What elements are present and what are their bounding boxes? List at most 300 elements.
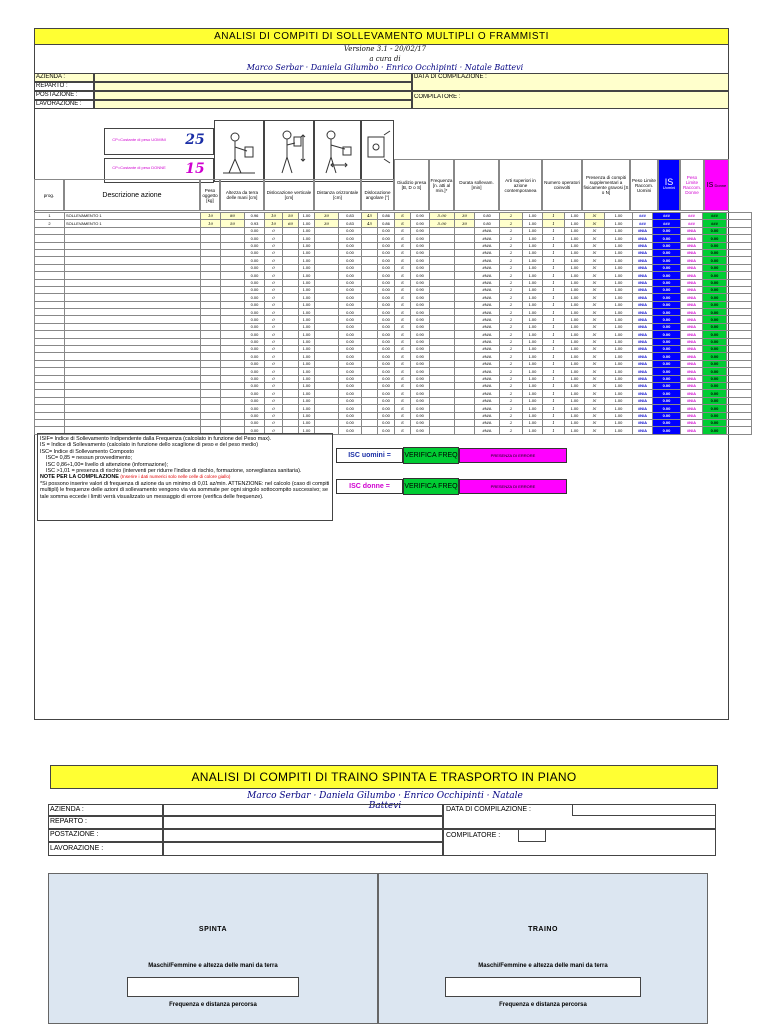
cell-alt[interactable] (221, 405, 245, 412)
cell-da[interactable] (362, 309, 378, 316)
cell-dv2[interactable] (283, 375, 299, 382)
cell-dv2[interactable] (283, 264, 299, 271)
cell-g[interactable]: S (395, 235, 411, 242)
s2-postazione-field[interactable] (163, 829, 443, 842)
cell-pr[interactable]: N (585, 323, 605, 330)
cell-pr[interactable]: N (585, 272, 605, 279)
cell-do[interactable] (315, 397, 339, 404)
cell-dv2[interactable] (283, 235, 299, 242)
cell-pr[interactable]: N (585, 220, 605, 227)
cell-op[interactable]: 1 (543, 227, 565, 234)
cell-fr[interactable] (430, 272, 455, 279)
cell-op[interactable]: 1 (543, 323, 565, 330)
cell-da[interactable] (362, 360, 378, 367)
cell-descr[interactable]: SOLLEVAMENTO 1 (65, 220, 201, 227)
cell-du[interactable] (455, 427, 475, 434)
cell-du[interactable] (455, 316, 475, 323)
cell-ar[interactable]: 2 (500, 397, 523, 404)
cell-op[interactable]: 1 (543, 360, 565, 367)
cell-g[interactable]: S (395, 338, 411, 345)
cell-peso[interactable] (201, 368, 221, 375)
cell-da[interactable] (362, 375, 378, 382)
cell-du[interactable] (455, 368, 475, 375)
cell-dv[interactable]: 0 (265, 331, 283, 338)
cell-do[interactable] (315, 301, 339, 308)
cell-du[interactable] (455, 249, 475, 256)
cell-peso[interactable] (201, 242, 221, 249)
cell-du[interactable] (455, 235, 475, 242)
cell-dv2[interactable] (283, 227, 299, 234)
cell-ar[interactable]: 2 (500, 346, 523, 353)
cell-fr[interactable] (430, 375, 455, 382)
cell-do[interactable] (315, 309, 339, 316)
cell-peso[interactable] (201, 264, 221, 271)
cell-alt[interactable] (221, 375, 245, 382)
cell-peso[interactable] (201, 316, 221, 323)
cell-fr[interactable] (430, 412, 455, 419)
cell-du[interactable] (455, 294, 475, 301)
cell-alt[interactable] (221, 316, 245, 323)
cell-peso[interactable] (201, 227, 221, 234)
cell-op[interactable]: 1 (543, 316, 565, 323)
cell-du[interactable] (455, 412, 475, 419)
cell-alt[interactable] (221, 227, 245, 234)
cell-dv[interactable]: 0 (265, 272, 283, 279)
cell-do[interactable] (315, 294, 339, 301)
cell-g[interactable]: S (395, 213, 411, 220)
cell-alt[interactable]: 50 (221, 220, 245, 227)
cell-ar[interactable]: 2 (500, 220, 523, 227)
cell-dv[interactable]: 10 (265, 213, 283, 220)
cell-ar[interactable]: 2 (500, 309, 523, 316)
cell-do[interactable] (315, 412, 339, 419)
cell-alt[interactable] (221, 279, 245, 286)
cell-da[interactable] (362, 390, 378, 397)
cell-ar[interactable]: 2 (500, 242, 523, 249)
cell-op[interactable]: 1 (543, 338, 565, 345)
cell-dv2[interactable] (283, 346, 299, 353)
cell-da[interactable] (362, 412, 378, 419)
cell-g[interactable]: S (395, 331, 411, 338)
cell-du[interactable] (455, 397, 475, 404)
cell-da[interactable] (362, 294, 378, 301)
cell-do[interactable] (315, 360, 339, 367)
cell-do[interactable] (315, 316, 339, 323)
cell-g[interactable]: S (395, 309, 411, 316)
cell-pr[interactable]: N (585, 368, 605, 375)
cell-ar[interactable]: 2 (500, 294, 523, 301)
cell-g[interactable]: S (395, 360, 411, 367)
cell-peso[interactable] (201, 390, 221, 397)
cell-op[interactable]: 1 (543, 249, 565, 256)
cell-da[interactable] (362, 257, 378, 264)
cell-op[interactable]: 1 (543, 353, 565, 360)
cell-pr[interactable]: N (585, 242, 605, 249)
cell-fr[interactable] (430, 360, 455, 367)
cell-dv2[interactable] (283, 412, 299, 419)
cell-fr[interactable] (430, 368, 455, 375)
cell-ar[interactable]: 2 (500, 264, 523, 271)
cell-fr[interactable] (430, 279, 455, 286)
cell-peso[interactable] (201, 338, 221, 345)
cell-dv2[interactable] (283, 272, 299, 279)
cell-fr[interactable] (430, 301, 455, 308)
cell-da[interactable] (362, 249, 378, 256)
cell-alt[interactable] (221, 353, 245, 360)
cell-dv2[interactable]: 50 (283, 213, 299, 220)
azienda-field[interactable] (94, 73, 412, 82)
cell-descr[interactable] (65, 390, 201, 397)
cell-g[interactable]: S (395, 249, 411, 256)
cell-pr[interactable]: N (585, 249, 605, 256)
cell-op[interactable]: 1 (543, 213, 565, 220)
cell-du[interactable] (455, 382, 475, 389)
cell-alt[interactable] (221, 331, 245, 338)
cell-op[interactable]: 1 (543, 257, 565, 264)
cell-descr[interactable] (65, 382, 201, 389)
cell-alt[interactable] (221, 346, 245, 353)
cell-ar[interactable]: 2 (500, 419, 523, 426)
cell-pr[interactable]: N (585, 279, 605, 286)
cell-descr[interactable] (65, 353, 201, 360)
cell-g[interactable]: S (395, 279, 411, 286)
cell-g[interactable]: S (395, 390, 411, 397)
traino-input[interactable] (445, 977, 641, 997)
cell-ar[interactable]: 2 (500, 405, 523, 412)
s2-lavorazione-field[interactable] (163, 842, 443, 856)
cell-du[interactable] (455, 353, 475, 360)
cell-fr[interactable] (430, 309, 455, 316)
cell-descr[interactable] (65, 249, 201, 256)
cell-du[interactable] (455, 331, 475, 338)
cell-do[interactable] (315, 249, 339, 256)
cell-dv2[interactable] (283, 249, 299, 256)
cell-da[interactable] (362, 323, 378, 330)
cell-g[interactable]: S (395, 264, 411, 271)
cell-du[interactable] (455, 360, 475, 367)
cell-g[interactable]: S (395, 368, 411, 375)
cell-descr[interactable] (65, 272, 201, 279)
cell-descr[interactable] (65, 375, 201, 382)
cell-ar[interactable]: 2 (500, 368, 523, 375)
cell-op[interactable]: 1 (543, 235, 565, 242)
cell-dv[interactable]: 0 (265, 375, 283, 382)
cell-dv[interactable]: 0 (265, 301, 283, 308)
cell-dv[interactable]: 0 (265, 368, 283, 375)
cell-g[interactable]: S (395, 323, 411, 330)
cell-da[interactable] (362, 338, 378, 345)
spinta-input[interactable] (127, 977, 299, 997)
cell-op[interactable]: 1 (543, 368, 565, 375)
cell-descr[interactable] (65, 227, 201, 234)
cell-fr[interactable] (430, 257, 455, 264)
cell-pr[interactable]: N (585, 427, 605, 434)
cell-dv2[interactable] (283, 338, 299, 345)
cell-g[interactable]: S (395, 412, 411, 419)
cell-dv[interactable]: 0 (265, 427, 283, 434)
cell-fr[interactable] (430, 390, 455, 397)
reparto-field[interactable] (94, 82, 412, 91)
cell-g[interactable]: S (395, 227, 411, 234)
cell-op[interactable]: 1 (543, 301, 565, 308)
cell-peso[interactable] (201, 331, 221, 338)
cell-g[interactable]: S (395, 346, 411, 353)
cell-du[interactable] (455, 309, 475, 316)
cell-op[interactable]: 1 (543, 412, 565, 419)
cell-peso[interactable] (201, 286, 221, 293)
cell-op[interactable]: 1 (543, 309, 565, 316)
cell-pr[interactable]: N (585, 286, 605, 293)
cell-descr[interactable] (65, 257, 201, 264)
cell-du[interactable] (455, 272, 475, 279)
cell-peso[interactable] (201, 294, 221, 301)
cell-pr[interactable]: N (585, 264, 605, 271)
cell-op[interactable]: 1 (543, 390, 565, 397)
cell-pr[interactable]: N (585, 405, 605, 412)
cell-fr[interactable] (430, 419, 455, 426)
cell-fr[interactable]: 5.00 (430, 213, 455, 220)
cell-pr[interactable]: N (585, 375, 605, 382)
s2-azienda-field[interactable] (163, 804, 443, 816)
cell-do[interactable] (315, 257, 339, 264)
cell-fr[interactable] (430, 286, 455, 293)
cell-da[interactable] (362, 227, 378, 234)
cell-do[interactable] (315, 405, 339, 412)
cell-dv[interactable]: 10 (265, 220, 283, 227)
cell-pr[interactable]: N (585, 338, 605, 345)
cell-do[interactable] (315, 368, 339, 375)
cell-du[interactable] (455, 286, 475, 293)
cell-g[interactable]: S (395, 419, 411, 426)
cell-ar[interactable]: 2 (500, 353, 523, 360)
cell-do[interactable] (315, 338, 339, 345)
cell-dv[interactable]: 0 (265, 309, 283, 316)
cell-peso[interactable] (201, 309, 221, 316)
cell-dv[interactable]: 0 (265, 242, 283, 249)
cell-alt[interactable] (221, 309, 245, 316)
cell-du[interactable] (455, 257, 475, 264)
cell-do[interactable] (315, 323, 339, 330)
cell-ar[interactable]: 2 (500, 323, 523, 330)
cell-do[interactable] (315, 272, 339, 279)
cell-peso[interactable] (201, 257, 221, 264)
cell-dv2[interactable] (283, 286, 299, 293)
cell-peso[interactable] (201, 419, 221, 426)
cell-g[interactable]: S (395, 272, 411, 279)
cell-dv2[interactable] (283, 242, 299, 249)
cell-alt[interactable] (221, 368, 245, 375)
cell-da[interactable] (362, 405, 378, 412)
cell-ar[interactable]: 2 (500, 272, 523, 279)
cell-pr[interactable]: N (585, 390, 605, 397)
cell-alt[interactable]: 80 (221, 213, 245, 220)
cell-dv[interactable]: 0 (265, 264, 283, 271)
cell-op[interactable]: 1 (543, 346, 565, 353)
cell-du[interactable] (455, 419, 475, 426)
cell-da[interactable] (362, 235, 378, 242)
cell-do[interactable] (315, 227, 339, 234)
cell-g[interactable]: S (395, 316, 411, 323)
cell-descr[interactable] (65, 397, 201, 404)
cell-op[interactable]: 1 (543, 279, 565, 286)
cell-da[interactable] (362, 272, 378, 279)
cell-dv2[interactable] (283, 294, 299, 301)
cell-op[interactable]: 1 (543, 427, 565, 434)
cell-dv[interactable]: 0 (265, 397, 283, 404)
cell-dv2[interactable] (283, 397, 299, 404)
cell-peso[interactable] (201, 397, 221, 404)
cell-op[interactable]: 1 (543, 375, 565, 382)
cell-da[interactable] (362, 397, 378, 404)
cell-dv2[interactable] (283, 382, 299, 389)
cell-op[interactable]: 1 (543, 382, 565, 389)
cell-pr[interactable]: N (585, 419, 605, 426)
cell-alt[interactable] (221, 264, 245, 271)
cell-pr[interactable]: N (585, 294, 605, 301)
cell-du[interactable]: 30 (455, 220, 475, 227)
cell-peso[interactable]: 10 (201, 220, 221, 227)
cell-fr[interactable] (430, 346, 455, 353)
cell-fr[interactable] (430, 397, 455, 404)
cell-do[interactable]: 30 (315, 220, 339, 227)
cell-descr[interactable] (65, 286, 201, 293)
cell-op[interactable]: 1 (543, 405, 565, 412)
cell-do[interactable] (315, 331, 339, 338)
cell-op[interactable]: 1 (543, 264, 565, 271)
cell-alt[interactable] (221, 419, 245, 426)
cell-fr[interactable] (430, 242, 455, 249)
cell-peso[interactable] (201, 279, 221, 286)
cell-dv2[interactable] (283, 419, 299, 426)
cell-pr[interactable]: N (585, 301, 605, 308)
cell-dv[interactable]: 0 (265, 412, 283, 419)
cell-dv[interactable]: 0 (265, 353, 283, 360)
cell-ar[interactable]: 2 (500, 257, 523, 264)
cell-g[interactable]: S (395, 353, 411, 360)
cell-dv[interactable]: 0 (265, 360, 283, 367)
cell-fr[interactable] (430, 249, 455, 256)
cell-ar[interactable]: 2 (500, 316, 523, 323)
cell-alt[interactable] (221, 294, 245, 301)
cp-men-value[interactable]: 25 (185, 132, 205, 148)
cell-descr[interactable] (65, 242, 201, 249)
postazione-field[interactable] (94, 91, 412, 100)
cell-da[interactable]: 45 (362, 213, 378, 220)
cell-dv[interactable]: 0 (265, 390, 283, 397)
s2-data-value[interactable] (572, 804, 716, 816)
cell-pr[interactable]: N (585, 227, 605, 234)
cell-da[interactable] (362, 286, 378, 293)
cell-op[interactable]: 1 (543, 286, 565, 293)
cell-fr[interactable] (430, 323, 455, 330)
cell-da[interactable] (362, 301, 378, 308)
cell-alt[interactable] (221, 286, 245, 293)
cell-pr[interactable]: N (585, 316, 605, 323)
cell-pr[interactable]: N (585, 412, 605, 419)
cell-ar[interactable]: 2 (500, 301, 523, 308)
cell-pr[interactable]: N (585, 257, 605, 264)
cell-do[interactable] (315, 390, 339, 397)
cell-do[interactable] (315, 242, 339, 249)
cell-alt[interactable] (221, 272, 245, 279)
cell-da[interactable] (362, 427, 378, 434)
cell-fr[interactable] (430, 427, 455, 434)
cell-ar[interactable]: 2 (500, 375, 523, 382)
cell-descr[interactable] (65, 338, 201, 345)
cell-do[interactable] (315, 353, 339, 360)
cell-ar[interactable]: 2 (500, 227, 523, 234)
cell-alt[interactable] (221, 323, 245, 330)
cell-do[interactable] (315, 264, 339, 271)
cell-dv[interactable]: 0 (265, 235, 283, 242)
cell-fr[interactable] (430, 294, 455, 301)
cell-descr[interactable] (65, 360, 201, 367)
cell-descr[interactable] (65, 309, 201, 316)
cell-descr[interactable] (65, 235, 201, 242)
cell-da[interactable] (362, 331, 378, 338)
cell-fr[interactable] (430, 227, 455, 234)
cell-do[interactable]: 30 (315, 213, 339, 220)
cell-dv2[interactable] (283, 323, 299, 330)
cell-ar[interactable]: 2 (500, 213, 523, 220)
cell-peso[interactable] (201, 249, 221, 256)
cell-g[interactable]: S (395, 220, 411, 227)
cell-dv2[interactable] (283, 360, 299, 367)
cell-dv2[interactable] (283, 405, 299, 412)
cell-pr[interactable]: N (585, 353, 605, 360)
cell-dv[interactable]: 0 (265, 419, 283, 426)
cell-pr[interactable]: N (585, 235, 605, 242)
cell-do[interactable] (315, 375, 339, 382)
cell-ar[interactable]: 2 (500, 279, 523, 286)
cell-do[interactable] (315, 382, 339, 389)
cell-descr[interactable] (65, 316, 201, 323)
cell-ar[interactable]: 2 (500, 360, 523, 367)
cell-alt[interactable] (221, 301, 245, 308)
cell-peso[interactable] (201, 360, 221, 367)
cell-pr[interactable]: N (585, 397, 605, 404)
cell-descr[interactable]: SOLLEVAMENTO 1 (65, 213, 201, 220)
cell-ar[interactable]: 2 (500, 235, 523, 242)
cell-du[interactable] (455, 346, 475, 353)
cell-pr[interactable]: N (585, 309, 605, 316)
cell-dv[interactable]: 0 (265, 323, 283, 330)
cell-peso[interactable] (201, 412, 221, 419)
cell-peso[interactable] (201, 353, 221, 360)
cell-fr[interactable] (430, 353, 455, 360)
cell-da[interactable] (362, 346, 378, 353)
cell-pr[interactable]: N (585, 360, 605, 367)
cell-pr[interactable]: N (585, 382, 605, 389)
cell-dv[interactable]: 0 (265, 279, 283, 286)
cell-do[interactable] (315, 346, 339, 353)
cell-descr[interactable] (65, 323, 201, 330)
cell-g[interactable]: S (395, 257, 411, 264)
cell-pr[interactable]: N (585, 331, 605, 338)
cell-ar[interactable]: 2 (500, 382, 523, 389)
cell-g[interactable]: S (395, 301, 411, 308)
cell-ar[interactable]: 2 (500, 338, 523, 345)
cell-do[interactable] (315, 235, 339, 242)
cell-peso[interactable] (201, 382, 221, 389)
cell-fr[interactable] (430, 264, 455, 271)
cell-fr[interactable] (430, 405, 455, 412)
cell-du[interactable] (455, 405, 475, 412)
cell-peso[interactable] (201, 301, 221, 308)
cell-fr[interactable] (430, 382, 455, 389)
cell-du[interactable] (455, 338, 475, 345)
cell-op[interactable]: 1 (543, 419, 565, 426)
